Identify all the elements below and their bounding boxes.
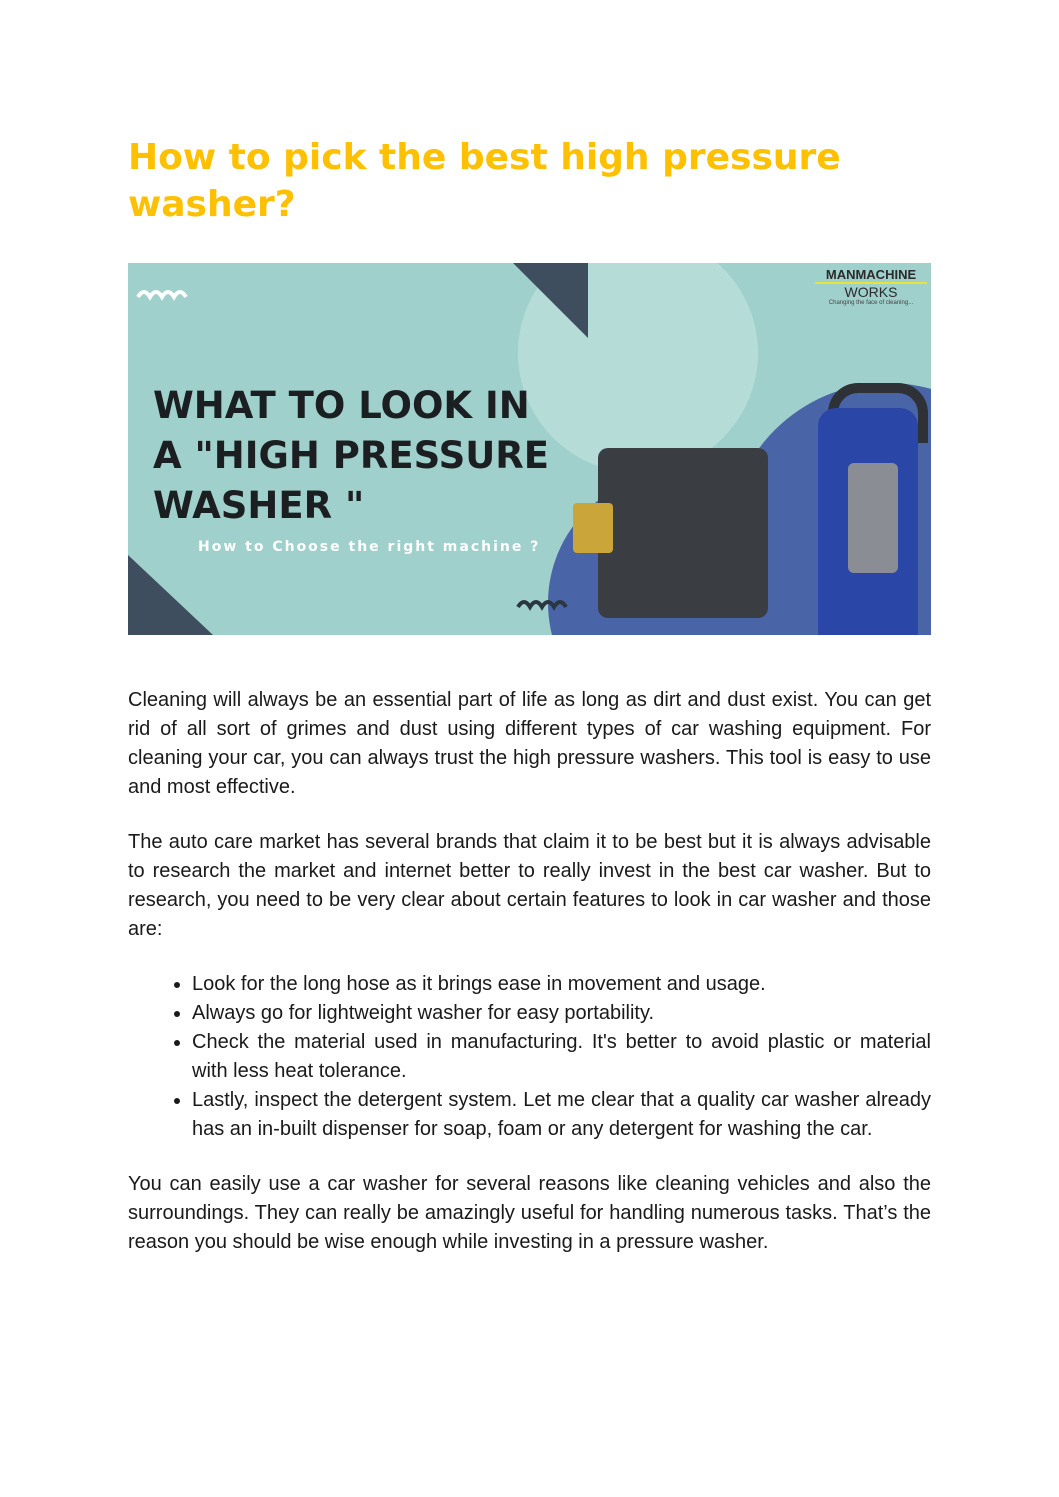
paragraph: Cleaning will always be an essential part of life as long as dirt and dust exist. You can get rid of all sort of grimes and dust using different types of car washing equipment. For cleaning your car, you can always trust the high pressure washers. This tool is easy to use and most effective.: [128, 689, 931, 798]
decor-triangle: [128, 555, 213, 635]
list-item: • Always go for lightweight washer for easy portability.: [192, 999, 931, 1028]
banner-image: [128, 263, 931, 635]
banner-subtitle: How to Choose the right machine ?: [198, 539, 541, 555]
list-item: • Check the material used in manufacturing. It's better to avoid plastic or material with less heat tolerance.: [192, 1028, 931, 1086]
logo-line2: WORKS: [844, 284, 898, 300]
paragraph: You can easily use a car washer for several reasons like cleaning vehicles and also the surroundings. They can really be amazingly useful for handling numerous tasks. That’s the reason you should be wise enough while investing in a pressure washer.: [128, 1173, 931, 1253]
brand-logo: [815, 267, 927, 306]
banner-headline: WHAT TO LOOK IN A "HIGH PRESSURE WASHER ": [153, 384, 550, 527]
logo-line1: MANMACHINE: [815, 267, 927, 284]
pressure-washer-image: [598, 448, 768, 618]
list-item: • Lastly, inspect the detergent system. Let me clear that a quality car washer already has an in-built dispenser for soap, foam or any detergent for washing the car.: [192, 1086, 931, 1144]
pump-image: [573, 503, 613, 553]
logo-tagline: Changing the face of cleaning...: [828, 300, 914, 306]
wave-icon: [516, 593, 572, 613]
article-body: [128, 686, 931, 1283]
washer-panel-image: [848, 463, 898, 573]
paragraph: The auto care market has several brands that claim it to be best but it is always advisable to research the market and internet better to really invest in the best car washer. But to research, you need to be very clear about certain features to look in car washer and those are:: [128, 831, 931, 940]
page-title: How to pick the best high pressure washer?: [128, 137, 841, 225]
feature-list: [128, 970, 931, 1144]
list-item: • Look for the long hose as it brings ease in movement and usage.: [192, 970, 931, 999]
wave-icon: [136, 283, 192, 303]
